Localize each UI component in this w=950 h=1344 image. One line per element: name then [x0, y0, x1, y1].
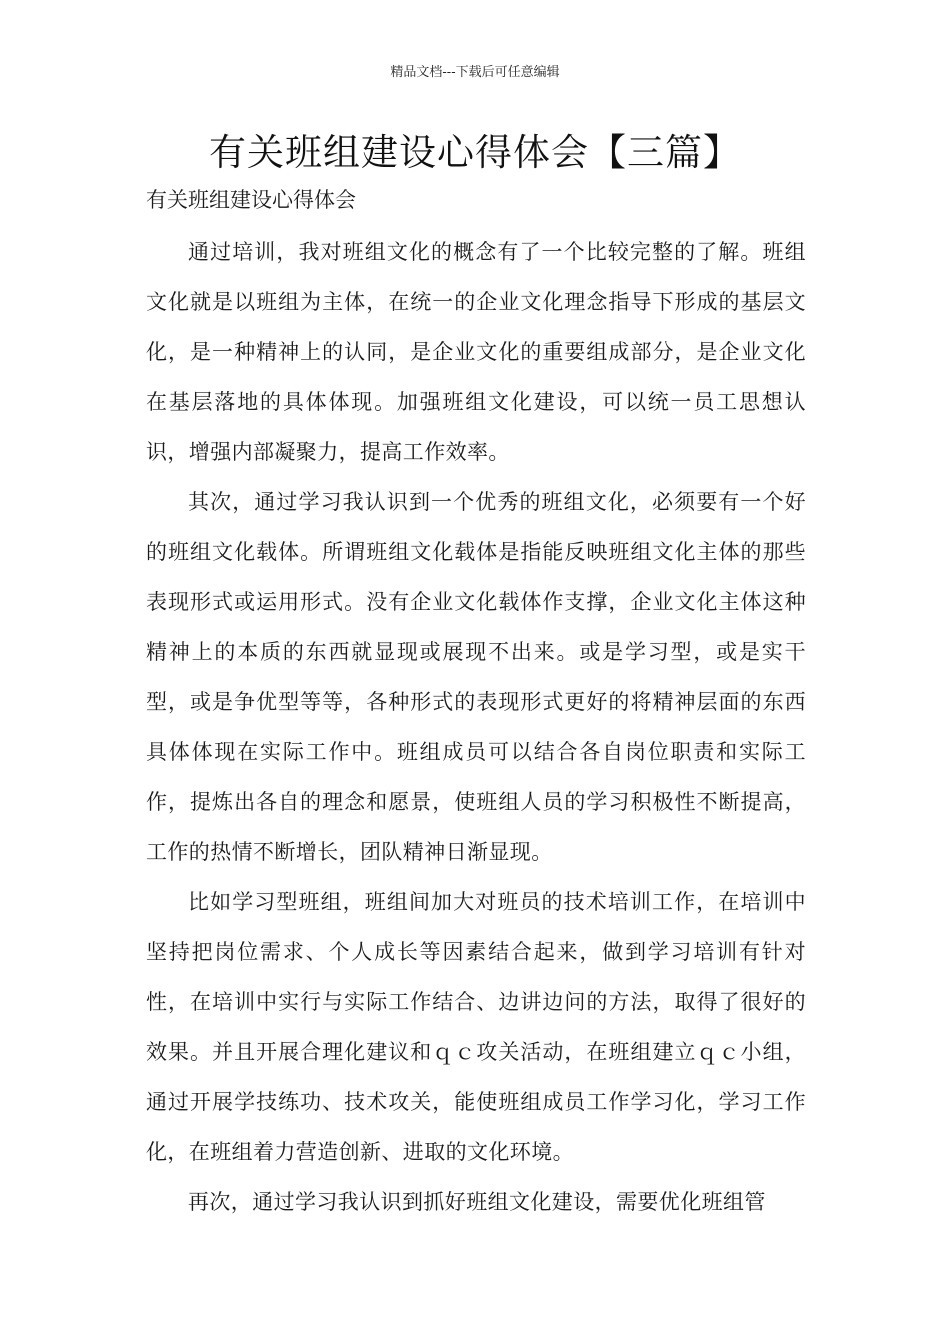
paragraph: 比如学习型班组，班组间加大对班员的技术培训工作，在培训中坚持把岗位需求、个人成长等因素结合起来，做到学习培训有针对性，在培训中实行与实际工作结合、边讲边问的方法，取得了很好的效果。并且开展合理化建议和ｑｃ攻关活动，在班组建立ｑｃ小组，通过开展学技练功、技术攻关，能使班组成员工作学习化，学习工作化，在班组着力营造创新、进取的文化环境。 — [146, 890, 806, 1164]
paragraph: 再次，通过学习我认识到抓好班组文化建设，需要优化班组管 — [188, 1190, 766, 1214]
paragraph: 通过培训，我对班组文化的概念有了一个比较完整的了解。班组文化就是以班组为主体，在统一的企业文化理念指导下形成的基层文化，是一种精神上的认同，是企业文化的重要组成部分，是企业文化在基层落地的具体体现。加强班组文化建设，可以统一员工思想认识，增强内部凝聚力，提高工作效率。 — [146, 240, 806, 464]
document-body — [146, 227, 806, 1227]
document-subtitle: 有关班组建设心得体会 — [146, 188, 356, 212]
header-note: 精品文档---下载后可任意编辑 — [390, 65, 560, 80]
paragraph: 其次，通过学习我认识到一个优秀的班组文化，必须要有一个好的班组文化载体。所谓班组文化载体是指能反映班组文化主体的那些表现形式或运用形式。没有企业文化载体作支撑，企业文化主体这种精神上的本质的东西就显现或展现不出来。或是学习型，或是实干型，或是争优型等等，各种形式的表现形式更好的将精神层面的东西具体体现在实际工作中。班组成员可以结合各自岗位职责和实际工作，提炼出各自的理念和愿景，使班组人员的学习积极性不断提高，工作的热情不断增长，团队精神日渐显现。 — [146, 490, 806, 864]
document-title: 有关班组建设心得体会【三篇】 — [209, 131, 741, 174]
